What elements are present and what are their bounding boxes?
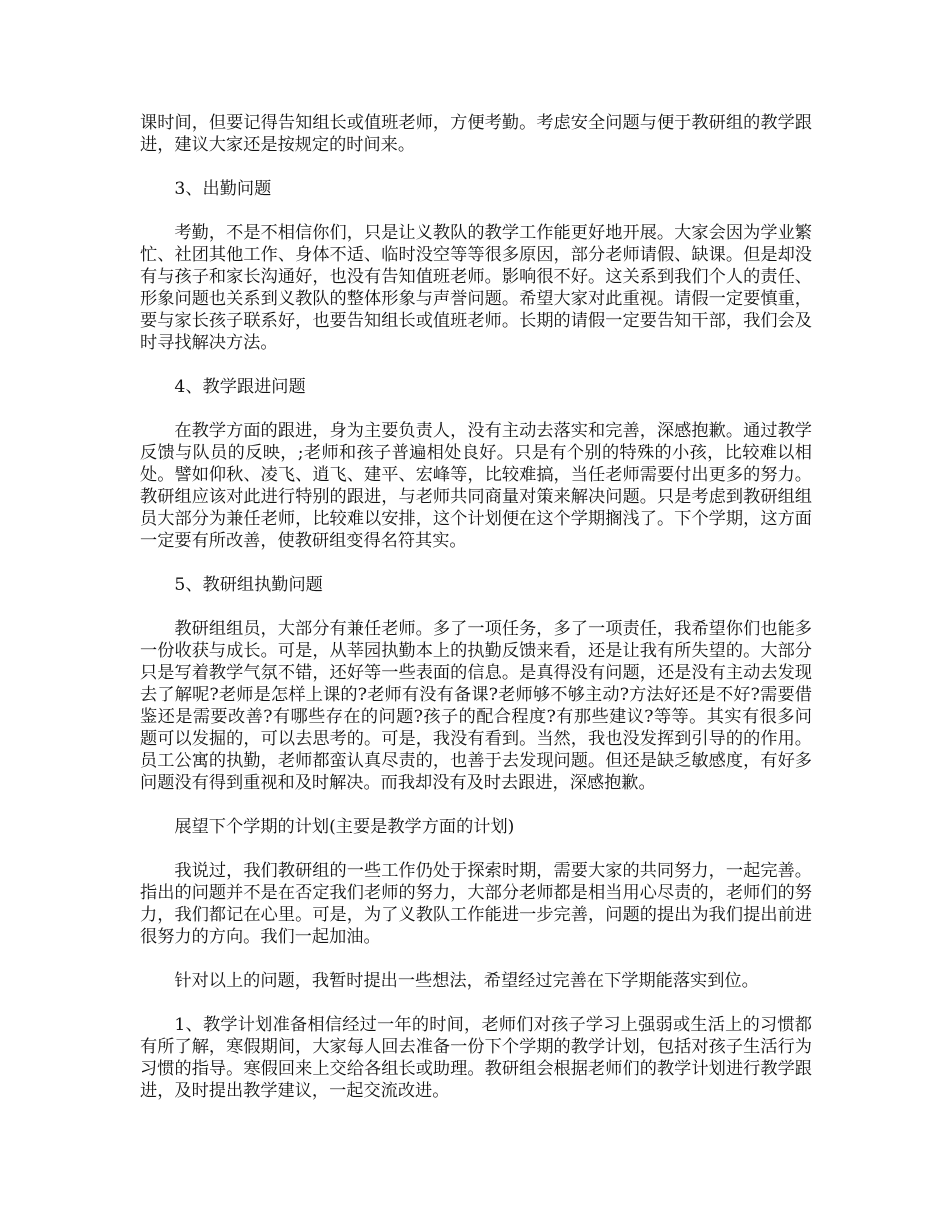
paragraph-attendance: 考勤，不是不相信你们，只是让义教队的教学工作能更好地开展。大家会因为学业繁忙、社团其他工作、身体不适、临时没空等等很多原因，部分老师请假、缺课。但是却没有与孩子和家长沟通好，也没有告知值班老师。影响很不好。这关系到我们个人的责任、形象问题也关系到义教队的整体形象与声誉问题。希望大家对此重视。请假一定要慎重，要与家长孩子联系好，也要告知组长或值班老师。长期的请假一定要告知干部，我们会及时寻找解决方法。 bbox=[140, 223, 812, 353]
paragraph-plan-intro: 我说过，我们教研组的一些工作仍处于探索时期，需要大家的共同努力，一起完善。指出的问题并不是在否定我们老师的努力，大部分老师都是相当用心尽责的，老师们的努力，我们都记在心里。可是，为了义教队工作能进一步完善，问题的提出为我们提出前进很努力的方向。我们一起加油。 bbox=[140, 861, 812, 947]
heading-duty: 5、教研组执勤问题 bbox=[174, 575, 323, 595]
document-body bbox=[140, 112, 812, 1124]
paragraph-plan-ideas: 针对以上的问题，我暂时提出一些想法，希望经过完善在下学期能落实到位。 bbox=[174, 971, 759, 991]
paragraph-duty: 教研组组员，大部分有兼任老师。多了一项任务，多了一项责任，我希望你们也能多一份收获与成长。可是，从莘园执勤本上的执勤反馈来看，还是让我有所失望的。大部分只是写着教学气氛不错，还好等一些表面的信息。是真得没有问题，还是没有主动去发现去了解呢?老师是怎样上课的?老师有没有备课?老师够不够主动?方法好还是不好?需要借鉴还是需要改善?有哪些存在的问题?孩子的配合程度?有那些建议?等等。其实有很多问题可以发掘的，可以去思考的。可是，我没有看到。当然，我也没发挥到引导的的作用。员工公寓的执勤，老师都蛮认真尽责的，也善于去发现问题。但还是缺乏敏感度，有好多问题没有得到重视和及时解决。而我却没有及时去跟进，深感抱歉。 bbox=[140, 619, 812, 793]
heading-teaching-followup: 4、教学跟进问题 bbox=[174, 377, 306, 397]
heading-next-term-plan: 展望下个学期的计划(主要是教学方面的计划) bbox=[174, 817, 515, 837]
paragraph-plan-item-1: 1、教学计划准备相信经过一年的时间，老师们对孩子学习上强弱或生活上的习惯都有所了解，寒假期间，大家每人回去准备一份下个学期的教学计划，包括对孩子生活行为习惯的指导。寒假回来上交给各组长或助理。教研组会根据老师们的教学计划进行教学跟进，及时提出教学建议，一起交流改进。 bbox=[140, 1015, 812, 1101]
paragraph-teaching-followup: 在教学方面的跟进，身为主要负责人，没有主动去落实和完善，深感抱歉。通过教学反馈与队员的反映，;老师和孩子普遍相处良好。只是有个别的特殊的小孩，比较难以相处。譬如仰秋、凌飞、逍飞、建平、宏峰等，比较难搞，当任老师需要付出更多的努力。教研组应该对此进行特别的跟进，与老师共同商量对策来解决问题。只是考虑到教研组组员大部分为兼任老师，比较难以安排，这个计划便在这个学期搁浅了。下个学期，这方面一定要有所改善，使教研组变得名符其实。 bbox=[140, 421, 812, 551]
heading-attendance: 3、出勤问题 bbox=[174, 179, 272, 199]
paragraph-intro: 课时间，但要记得告知组长或值班老师，方便考勤。考虑安全问题与便于教研组的教学跟进，建议大家还是按规定的时间来。 bbox=[140, 113, 812, 155]
